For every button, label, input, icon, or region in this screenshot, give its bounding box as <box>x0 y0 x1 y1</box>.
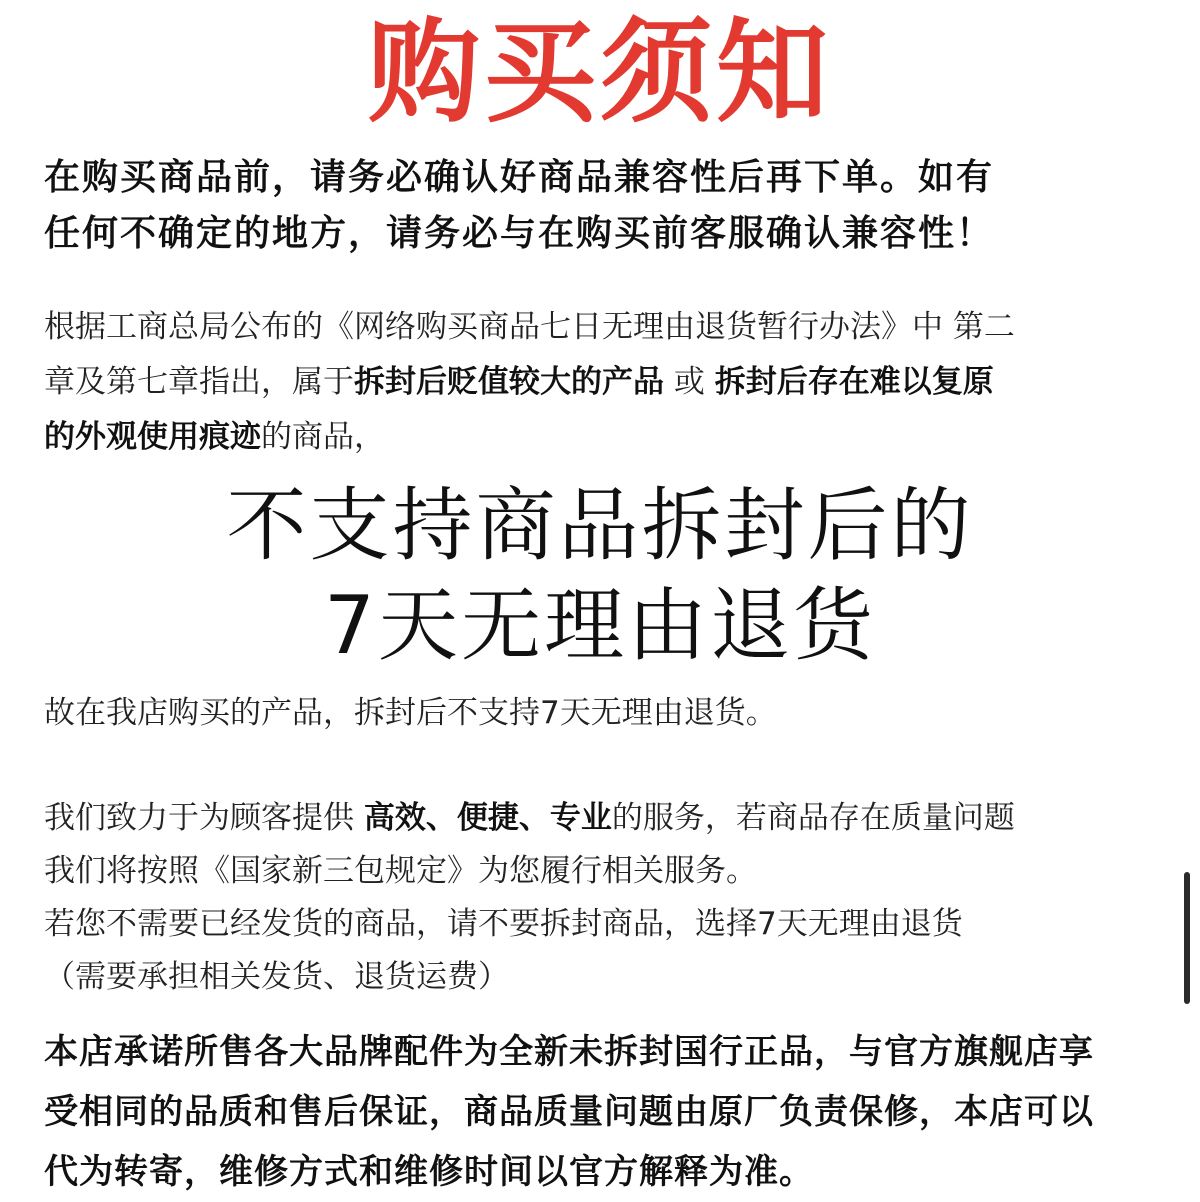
promise-line-2: 受相同的品质和售后保证，商品质量问题由原厂负责保修，本店可以 <box>44 1092 1094 1132</box>
store-policy-line: 故在我店购买的产品，拆封后不支持7天无理由退货。 <box>44 695 777 731</box>
notice-line-2: 任何不确定的地方，请务必与在购买前客服确认兼容性！ <box>44 213 995 254</box>
notice-line-1: 在购买商品前，请务必确认好商品兼容性后再下单。如有 <box>44 157 995 198</box>
store-policy <box>44 688 1164 738</box>
law-emphasis-traces: 的外观使用痕迹 <box>44 419 261 455</box>
law-line-1: 根据工商总局公布的《网络购买商品七日无理由退货暂行办法》中 第二 <box>44 309 1015 345</box>
service-emphasis: 高效、便捷、专业 <box>363 800 612 836</box>
law-line-2 <box>44 355 1164 410</box>
compatibility-notice <box>44 150 1164 262</box>
law-line-3-text: 的商品， <box>261 419 385 455</box>
law-emphasis-depreciation: 拆封后贬值较大的产品 <box>354 364 664 400</box>
no-return-headline-2: 7天无理由退货 <box>324 579 876 672</box>
law-line-2-or: 或 <box>664 364 715 400</box>
store-promise <box>44 1022 1164 1202</box>
scrollbar-thumb[interactable] <box>1184 872 1190 1004</box>
law-line-3 <box>44 410 1164 465</box>
promise-line-3: 代为转寄，维修方式和维修时间以官方解释为准。 <box>44 1152 814 1192</box>
service-paragraph <box>44 792 1164 1004</box>
law-paragraph <box>44 300 1164 465</box>
service-line-1-text: 我们致力于为顾客提供 <box>44 800 364 836</box>
law-emphasis-unrestorable: 拆封后存在难以复原 <box>714 364 994 400</box>
service-line-1 <box>44 792 1164 845</box>
service-line-1-rest: 的服务，若商品存在质量问题 <box>611 800 1015 836</box>
service-line-4: （需要承担相关发货、退货运费） <box>44 959 509 995</box>
service-line-2: 我们将按照《国家新三包规定》为您履行相关服务。 <box>44 853 757 889</box>
no-return-headline-1: 不支持商品拆封后的 <box>226 479 974 572</box>
promise-line-1: 本店承诺所售各大品牌配件为全新未拆封国行正品，与官方旗舰店享 <box>44 1032 1094 1072</box>
law-line-2-text: 章及第七章指出，属于 <box>44 364 354 400</box>
page-title: 购买须知 <box>368 8 832 138</box>
service-line-3: 若您不需要已经发货的商品，请不要拆封商品，选择7天无理由退货 <box>44 906 963 942</box>
